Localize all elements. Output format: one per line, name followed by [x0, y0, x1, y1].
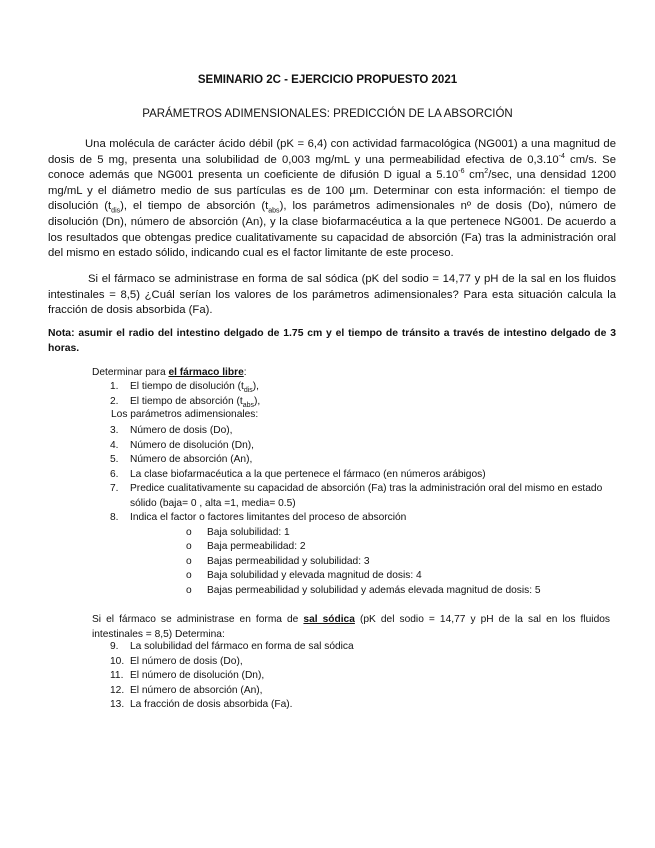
- list-item: [92, 395, 612, 410]
- item-text: Indica el factor o factores limitantes del proceso de absorción: [130, 512, 407, 523]
- item-list-1: [92, 380, 612, 409]
- subscript: dis: [111, 207, 121, 215]
- list-item: [92, 482, 612, 511]
- item-number: 2.: [110, 395, 119, 407]
- item-number: 8.: [110, 512, 119, 523]
- exponent: 2: [484, 168, 489, 176]
- item-text: Predice cualitativamente su capacidad de absorción (Fa) tras la administración oral del mismo en estado sólido (baja= 0 , alta =1, media= 0.5): [130, 483, 603, 509]
- item-number: 9.: [110, 641, 119, 652]
- list-item: [92, 640, 612, 655]
- subscript: abs: [268, 207, 280, 215]
- list-item: [92, 439, 612, 454]
- item-text: El número de disolución (Dn),: [130, 670, 265, 681]
- item-text: La solubilidad del fármaco en forma de sal sódica: [130, 641, 354, 652]
- params-label: Los parámetros adimensionales:: [111, 409, 259, 420]
- text-span: Si el fármaco se administrase en forma de: [92, 614, 304, 625]
- item-text: ),: [253, 395, 261, 407]
- bullet-icon: o: [186, 541, 192, 552]
- item-list-2: [92, 424, 612, 598]
- list-item: [92, 424, 612, 439]
- text-span: ), los parámetros adimensionales nº de dosis (Do), número de disolución (Dn), número de absorción (An), y la clase biofarmacéutica a la que pertenece NG001. De acuerdo a los resultados que obtengas predice cualitativamente su capacidad de absorción (Fa) tras la administración oral del mismo en estado sólido, indicando cual es el factor limitante de este proceso.: [48, 200, 617, 260]
- bullet-icon: o: [186, 555, 192, 567]
- item-text: La clase biofarmacéutica a la que pertenece el fármaco (en números arábigos): [130, 468, 486, 480]
- item-number: 5.: [110, 454, 119, 465]
- list-item: [92, 655, 612, 670]
- item-number: 6.: [110, 468, 119, 480]
- sub-list-item: [130, 540, 612, 555]
- item-text: El número de absorción (An),: [130, 684, 263, 696]
- exponent: -4: [558, 152, 565, 160]
- page-title: SEMINARIO 2C - EJERCICIO PROPUESTO 2021: [197, 74, 458, 86]
- list-item: [92, 684, 612, 699]
- sub-list-item: [130, 569, 612, 584]
- limiting-factors-list: [130, 526, 612, 599]
- item-text: Baja solubilidad y elevada magnitud de dosis: 4: [207, 570, 422, 581]
- item-number: 12.: [110, 684, 125, 696]
- emphasis-free-drug: el fármaco libre: [168, 367, 244, 378]
- item-text: La fracción de dosis absorbida (Fa).: [130, 699, 293, 710]
- text-span: Determinar para: [92, 367, 169, 378]
- bullet-icon: o: [186, 526, 192, 538]
- list-item: [92, 380, 612, 395]
- bullet-icon: o: [186, 584, 192, 596]
- note: Nota: asumir el radio del intestino delgado de 1.75 cm y el tiempo de tránsito a través de intestino delgado de 3 horas.: [48, 328, 616, 354]
- item-list-3: [92, 640, 612, 713]
- item-text: Número de disolución (Dn),: [130, 439, 255, 451]
- exponent: -6: [458, 168, 465, 176]
- problem-statement: [48, 137, 616, 262]
- item-text: Bajas permeabilidad y solubilidad: 3: [207, 555, 370, 567]
- item-number: 1.: [110, 381, 119, 392]
- subscript: abs: [242, 401, 254, 409]
- list-item: [92, 698, 612, 713]
- emphasis-sodium-salt: sal sódica: [303, 614, 355, 625]
- text-span: (pK del sodio = 14,77 y pH de la sal en los fluidos intestinales = 8,5) Determina:: [92, 614, 610, 640]
- list-item: [92, 511, 612, 598]
- item-text: Bajas permeabilidad y solubilidad y además elevada magnitud de dosis: 5: [207, 584, 541, 596]
- item-number: 11.: [110, 670, 124, 681]
- text-span: /sec, una densidad 1200 mg/mL y el diámetro medio de sus partículas es de 100 µm. Determinar con esta información: el tiempo de disolución (t: [48, 169, 617, 213]
- list-item: [92, 669, 612, 684]
- text-span: cm/s. Se conoce además que NG001 presenta un coeficiente de difusión D igual a 5.10: [48, 153, 616, 182]
- item-number: 3.: [110, 425, 119, 436]
- page-subtitle: PARÁMETROS ADIMENSIONALES: PREDICCIÓN DE LA ABSORCIÓN: [142, 108, 513, 120]
- salt-section-intro: [92, 612, 610, 642]
- item-text: Baja solubilidad: 1: [207, 526, 290, 538]
- item-text: ),: [252, 381, 260, 392]
- item-number: 7.: [110, 483, 119, 494]
- item-text: El tiempo de absorción (t: [130, 395, 243, 407]
- list-item: [92, 453, 612, 468]
- subscript: dis: [243, 387, 253, 395]
- bullet-icon: o: [186, 570, 192, 581]
- list-item: [92, 468, 612, 483]
- item-number: 10.: [110, 655, 125, 667]
- item-text: Baja permeabilidad: 2: [207, 541, 306, 552]
- item-text: Número de dosis (Do),: [130, 425, 233, 436]
- item-number: 4.: [110, 439, 119, 451]
- sub-list-item: [130, 584, 612, 599]
- section-free-drug-heading: [92, 366, 247, 380]
- sub-list-item: [130, 555, 612, 570]
- sub-list-item: [130, 526, 612, 541]
- salt-statement: Si el fármaco se administrase en forma de sal sódica (pK del sodio = 14,77 y pH de la sal en los fluidos intestinales = 8,5) ¿Cuál serían los valores de los parámetros adimensionales? Para esta situación calcula la fracción de dosis absorbida (Fa).: [48, 273, 616, 317]
- text-span: Una molécula de carácter ácido débil (pK = 6,4) con actividad farmacológica (NG001) a una magnitud de dosis de 5 mg, presenta una solubilidad de 0,003 mg/mL y una permeabilidad efectiva de 0,3.10: [48, 138, 616, 166]
- text-span: cm: [464, 169, 485, 182]
- item-text: El número de dosis (Do),: [130, 655, 243, 667]
- item-number: 13.: [110, 699, 125, 710]
- item-text: El tiempo de disolución (t: [130, 381, 244, 392]
- text-span: ), el tiempo de absorción (t: [120, 200, 269, 213]
- text-span: :: [243, 367, 247, 378]
- item-text: Número de absorción (An),: [130, 454, 253, 465]
